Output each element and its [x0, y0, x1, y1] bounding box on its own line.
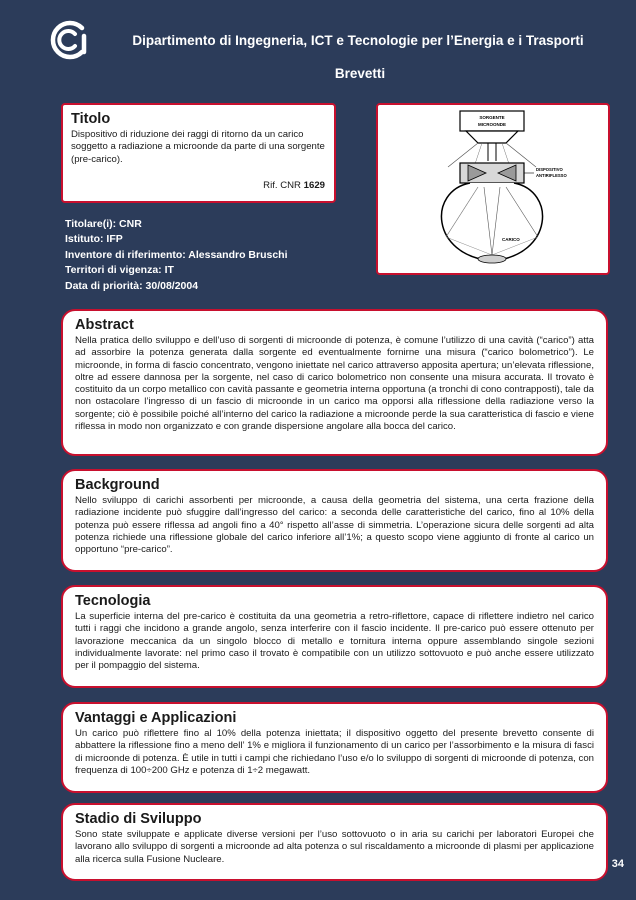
abstract-card: [61, 309, 608, 456]
department-title: Dipartimento di Ingegneria, ICT e Tecnologie per l’Energia e i Trasporti: [132, 33, 584, 48]
ref-number: 1629: [303, 180, 325, 191]
tecnologia-text: La superficie interna del pre-carico è costituita da una geometria a retro-riflettore, capace di riflettere indietro nel carico tutti i raggi che incidono a grande angolo, senza interferire con il fascio incidente. Il pre-carico può essere ottenuto per lavorazione meccanica da un singolo blocco di metallo e tornitura interna oppure assemblando singole sezioni individualmente lavorate: nel primo caso il trovato è compatibile con un utilizzo sottovuoto e può anche essere utilizzato per il pompaggio del sistema.: [75, 611, 594, 672]
background-text: Nello sviluppo di carichi assorbenti per microonde, a causa della geometria del sistema, una certa frazione della radiazione incidente può sfuggire dall’ingresso del carico: a seconda delle caratteristiche del carico, fino al 10% della potenza può essere riflessa ad angoli fino a 40° rispetto all’asse di simmetria. L’operazione sicura delle sorgenti ad alta potenza richiede una riflessione globale del carico inferiore all’1%; a questo scopo viene aggiunto di fronte al carico un opportuno “pre-carico”.: [75, 495, 594, 556]
page-number: 34: [611, 858, 624, 870]
patent-metadata: [65, 217, 288, 294]
label-load: CARICO: [502, 237, 520, 242]
cnr-logo-icon: [48, 18, 92, 62]
abstract-text: Nella pratica dello sviluppo e dell’uso di sorgenti di microonde di potenza, è comune l’utilizzo di una cavità (“carico”) atta ad assorbire la potenza generata dalla sorgente ed eventualmente fornirne una misura (“carico bolometrico”). Le microonde, in forma di fascio concentrato, vengono iniettate nel carico attraverso apposita apertura; un’elevata riflessione, oltre ad essere dannosa per la sorgente, nel caso di carico bolometrico non consente una misura accurata. Il trovato è costituito da un corpo metallico con cavità passante e geometria interna opportuna (a tronchi di cono contrapposti), tale da non ostacolare l’ingresso di un fascio di microonde in un carico ma opporsi alla riflessione della radiazione verso la sorgente; ciò è possibile poiché all’interno del carico la radiazione a microonde perde la sua caratteristica di fascio e viene riflessa in modo non organizzato e con grande dispersione angolare alla bocca del carico.: [75, 335, 594, 433]
stadio-heading: Stadio di Sviluppo: [75, 811, 202, 827]
titolo-heading: Titolo: [71, 111, 111, 127]
titolo-text: Dispositivo di riduzione dei raggi di ritorno da un carico soggetto a radiazione a microonde da parte di una sorgente (pre-carico).: [71, 129, 325, 165]
label-source: SORGENTE: [479, 115, 505, 120]
meta-priority-date: Data di priorità: 30/08/2004: [65, 279, 199, 292]
vantaggi-text: Un carico può riflettere fino al 10% della potenza iniettata; il dispositivo oggetto del presente brevetto consente di abbattere la riflessione fino a meno dell’ 1% e migliora il funzionamento di un carico per l’assorbimento e la misura di fasci di microonde di potenza. È utile in tutti i campi che richiedano l’uso e/o lo sviluppo di sorgenti di microonde di potenza, con frequenza di 100÷200 GHz e potenza di 1÷2 megawatt.: [75, 728, 594, 776]
meta-territories: Territori di vigenza: IT: [65, 264, 174, 277]
svg-text:MICROONDE: MICROONDE: [478, 122, 506, 127]
tecnologia-card: [61, 585, 608, 688]
background-heading: Background: [75, 477, 160, 493]
tecnologia-heading: Tecnologia: [75, 593, 151, 609]
ref-label: Rif. CNR: [263, 180, 301, 191]
titolo-card: [61, 103, 336, 203]
patent-figure: [376, 103, 610, 275]
device-diagram: [378, 105, 608, 273]
background-card: [61, 469, 608, 572]
meta-inventor: Inventore di riferimento: Alessandro Bruschi: [65, 248, 288, 261]
stadio-card: [61, 803, 608, 881]
meta-institute: Istituto: IFP: [65, 233, 123, 246]
section-title: Brevetti: [334, 66, 386, 81]
label-device: DISPOSITIVO: [536, 167, 563, 172]
svg-text:ANTIRIFLESSO: ANTIRIFLESSO: [536, 173, 567, 178]
abstract-heading: Abstract: [75, 317, 134, 333]
meta-holder: Titolare(i): CNR: [65, 218, 142, 230]
vantaggi-card: [61, 702, 608, 793]
stadio-text: Sono state sviluppate e applicate diverse versioni per l’uso sottovuoto o in aria su carichi per laboratori Europei che lavorano allo sviluppo di sorgenti a microonde ad alta potenza o sul riscaldamento a microonde di plasmi per applicazione alla ricerca sulla Fusione Nucleare.: [75, 829, 594, 865]
reference-number: [263, 180, 325, 191]
vantaggi-heading: Vantaggi e Applicazioni: [75, 710, 237, 726]
